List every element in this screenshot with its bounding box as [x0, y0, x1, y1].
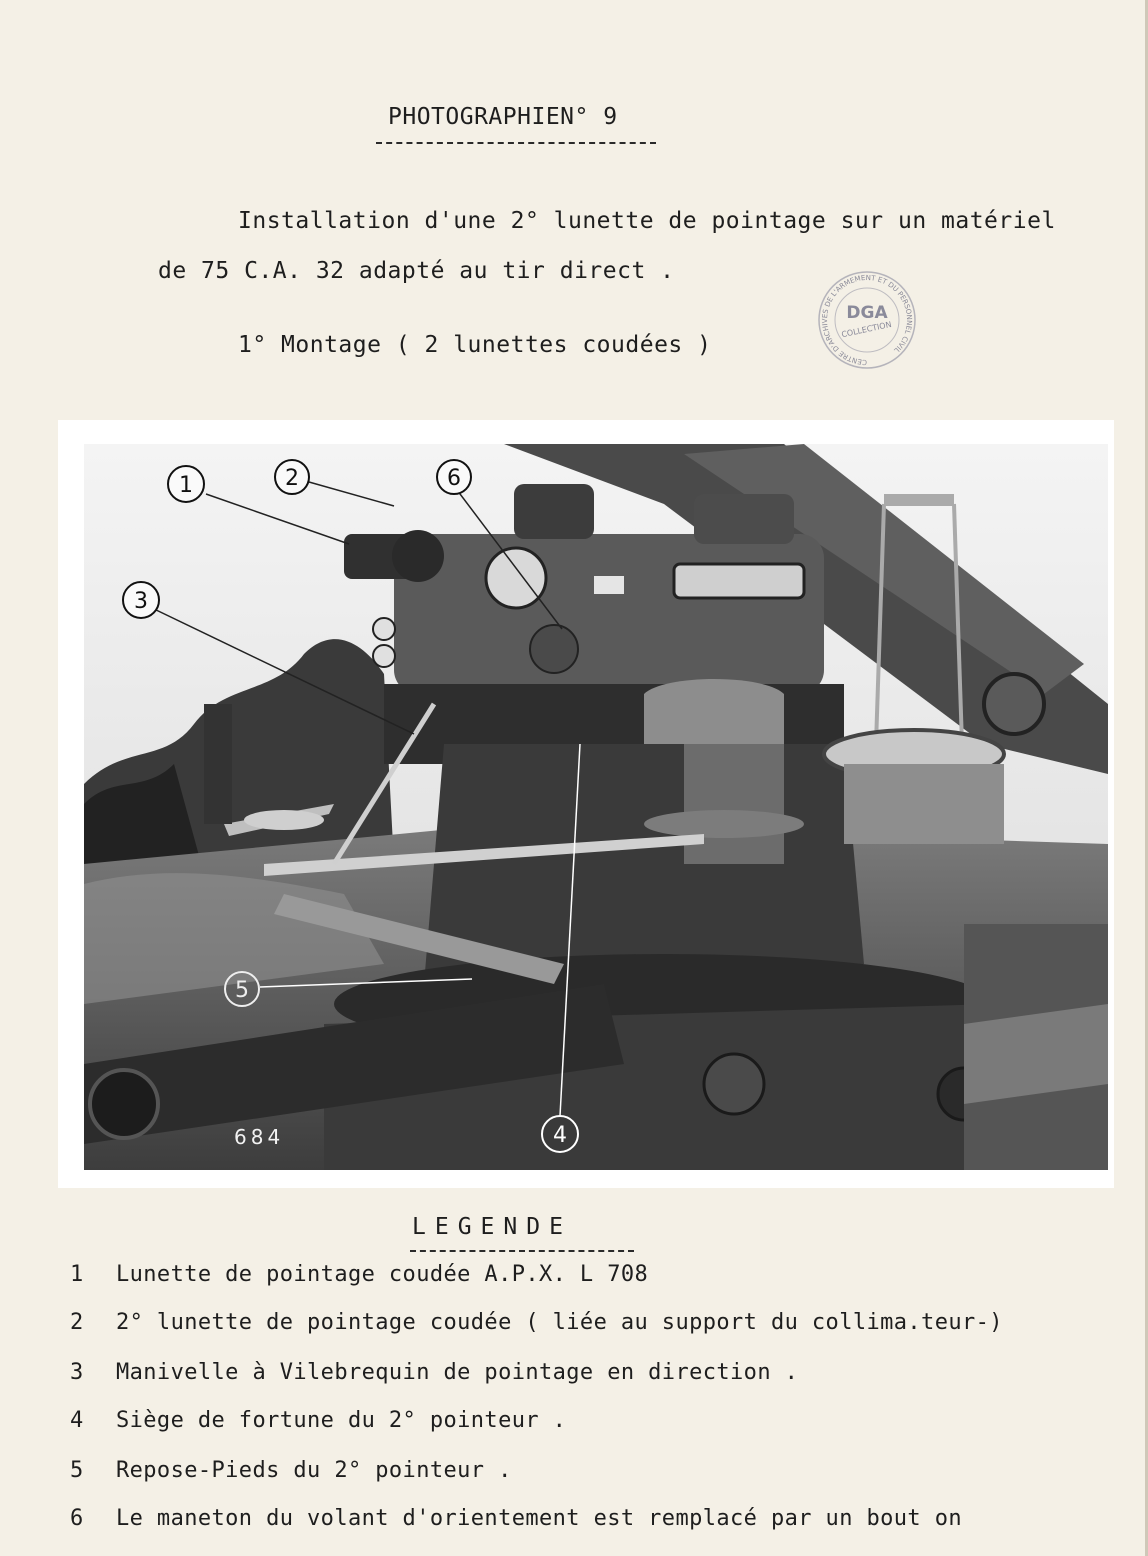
callout-6: 6 — [447, 466, 461, 491]
legend-item-text: 2° lunette de pointage coudée ( liée au support du collima.teur-) — [116, 1310, 1003, 1335]
legend-item — [70, 1408, 566, 1433]
callout-1: 1 — [179, 473, 193, 498]
legend-item-number: 1 — [70, 1262, 84, 1287]
callout-4: 4 — [553, 1123, 567, 1148]
stamp-logo-text: DGA — [846, 303, 888, 323]
legend-item-text: Repose-Pieds du 2° pointeur . — [116, 1458, 512, 1483]
archive-stamp — [808, 268, 926, 376]
legend-item-text: Siège de fortune du 2° pointeur . — [116, 1408, 567, 1433]
legend-item-number: 5 — [70, 1458, 84, 1483]
callout-5: 5 — [235, 978, 249, 1003]
legend-underline — [410, 1250, 634, 1252]
legend-item — [70, 1506, 962, 1531]
description-line-2: de 75 C.A. 32 adapté au tir direct . — [158, 258, 675, 284]
legend-item-number: 3 — [70, 1360, 84, 1385]
stamp-ribbon-text: COLLECTION — [840, 319, 893, 340]
page-title: PHOTOGRAPHIEN° 9 — [388, 104, 618, 130]
legend-item-text: Manivelle à Vilebrequin de pointage en direction . — [116, 1360, 799, 1385]
legend-item-number: 6 — [70, 1506, 84, 1531]
legend-item-number: 2 — [70, 1310, 84, 1335]
legend-item — [70, 1262, 648, 1287]
legend-item — [70, 1458, 512, 1483]
legend-item — [70, 1310, 1003, 1335]
legend-item-number: 4 — [70, 1408, 84, 1433]
mounting-note: 1° Montage ( 2 lunettes coudées ) — [238, 332, 712, 358]
title-underline — [376, 142, 656, 144]
legend-item-text: Lunette de pointage coudée A.P.X. L 708 — [116, 1262, 649, 1287]
callout-2: 2 — [285, 466, 299, 491]
description-line-1: Installation d'une 2° lunette de pointage sur un matériel — [238, 208, 1056, 234]
plate-number: 684 — [234, 1125, 285, 1149]
callout-3: 3 — [134, 589, 148, 614]
stamp-ring-text: CENTRE D'ARCHIVES DE L'ARMEMENT ET DU PERSONNEL CIVIL — [821, 273, 914, 367]
artillery-photo — [84, 444, 1108, 1170]
legend-title: LEGENDE — [412, 1214, 572, 1240]
legend-item-text: Le maneton du volant d'orientement est remplacé par un bout on — [116, 1506, 962, 1531]
legend-item — [70, 1360, 798, 1385]
